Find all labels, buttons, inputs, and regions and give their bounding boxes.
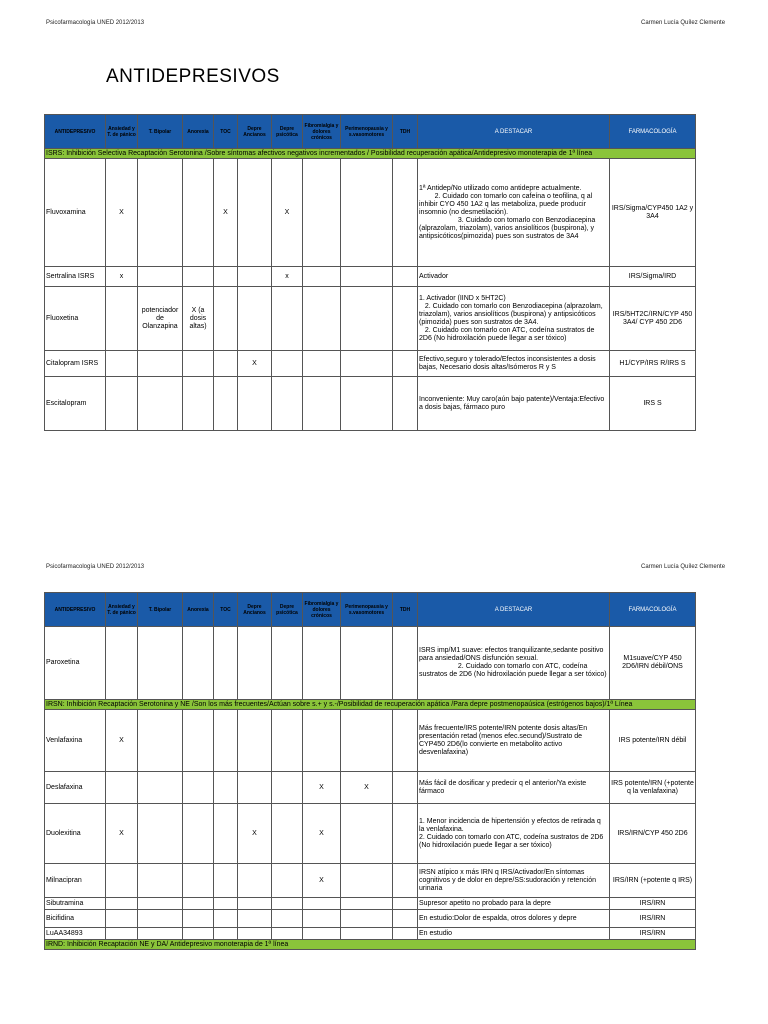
section-label: IRSN: Inhibición Recaptación Serotonina y NE /Son los más frecuentes/Actúan sobre s.+ y s.-/Posibilidad de recuperación apática /Para depre postmenopaúsica (estrógenos bajos)/1ª Línea: [45, 700, 696, 710]
indication-mark: [341, 287, 393, 351]
indication-mark: X: [303, 772, 341, 804]
drug-name: Citalopram ISRS: [45, 351, 106, 377]
indication-mark: [183, 267, 214, 287]
indication-mark: [238, 287, 272, 351]
table-row: [45, 351, 696, 377]
highlight-notes: IRSN atípico x más IRN q IRS/Activador/En síntomas cognitivos y de dolor en depre/SS:sudoración y retención urinaria: [418, 864, 610, 898]
drug-name: Fluvoxamina: [45, 159, 106, 267]
indication-mark: [106, 627, 138, 700]
indication-mark: [106, 772, 138, 804]
pharmacology: IRS/IRN: [610, 928, 696, 940]
indication-mark: [106, 351, 138, 377]
column-header: TOC: [214, 115, 238, 149]
section-row: [45, 700, 696, 710]
indication-mark: [341, 864, 393, 898]
highlight-notes: Más fácil de dosificar y predecir q el anterior/Ya existe fármaco: [418, 772, 610, 804]
indication-mark: [303, 627, 341, 700]
drug-name: Milnacipran: [45, 864, 106, 898]
pharmacology: IRS/IRN (+potente q IRS): [610, 864, 696, 898]
drug-name: Paroxetina: [45, 627, 106, 700]
column-header: Depre psicótica: [272, 115, 303, 149]
pharmacology: IRS/IRN: [610, 910, 696, 928]
indication-mark: [303, 898, 341, 910]
indication-mark: [214, 710, 238, 772]
highlight-notes: 1ª Antidep/No utilizado como antidepre actualmente. 2. Cuidado con tomarlo con cafeína o teofilina, q al inhibir CYO 450 1A2 q las metaboliza, puede producir insomnio (no desmetilación). 3. Cuidado con tomarlo con Benzodiacepina (alprazolam, triazolam), varios ansiolíticos (buspirona), y antipsicóticos(pimozida) pues son sustratos de 3A4: [418, 159, 610, 267]
indication-mark: [238, 928, 272, 940]
indication-mark: potenciador de Olanzapina: [138, 287, 183, 351]
indication-mark: [183, 710, 214, 772]
indication-mark: [272, 864, 303, 898]
highlight-notes: Supresor apetito no probado para la depre: [418, 898, 610, 910]
indication-mark: [341, 159, 393, 267]
table-row: [45, 772, 696, 804]
indication-mark: X: [106, 710, 138, 772]
indication-mark: [138, 159, 183, 267]
indication-mark: [393, 928, 418, 940]
table-row: [45, 377, 696, 431]
indication-mark: [393, 910, 418, 928]
column-header: Anorexia: [183, 593, 214, 627]
indication-mark: [214, 377, 238, 431]
indication-mark: [238, 898, 272, 910]
column-header: ANTIDEPRESIVO: [45, 593, 106, 627]
highlight-notes: Más frecuente/IRS potente/IRN potente dosis altas/En presentación retad (menos efec.secund)/Sustrato de CYP450 2D6(lo convierte en metabolito activo desvenlafaxina): [418, 710, 610, 772]
table-row: [45, 627, 696, 700]
indication-mark: x: [272, 267, 303, 287]
section-row: [45, 940, 696, 950]
indication-mark: [138, 627, 183, 700]
indication-mark: [214, 804, 238, 864]
pharmacology: IRS/Sigma/IRD: [610, 267, 696, 287]
section-label: ISRS: Inhibición Selectiva Recaptación Serotonina /Sobre síntomas afectivos negativos incrementados / Posibilidad recuperación apática/Antidepresivo monoterapia de 1ª línea: [45, 149, 696, 159]
indication-mark: [138, 898, 183, 910]
indication-mark: [303, 910, 341, 928]
indication-mark: [106, 910, 138, 928]
column-header: A DESTACAR: [418, 593, 610, 627]
drug-name: Sibutramina: [45, 898, 106, 910]
column-header: Anorexia: [183, 115, 214, 149]
indication-mark: [341, 351, 393, 377]
indication-mark: [272, 351, 303, 377]
indication-mark: [341, 627, 393, 700]
pharmacology: IRS/IRN: [610, 898, 696, 910]
indication-mark: [138, 864, 183, 898]
indication-mark: [183, 772, 214, 804]
indication-mark: [238, 627, 272, 700]
highlight-notes: 1. Activador (IIND x 5HT2C) 2. Cuidado con tomarlo con Benzodiacepina (alprazolam, triazolam), varios ansiolíticos (buspirona) y antipsicóticos (pimozida) pues son sustratos de 3A4. 2. Cuidado con tomarlo con ATC, codeína sustratos de 2D6 (No hidroxilación puede llegar a ser tóxico): [418, 287, 610, 351]
column-header: Ansiedad y T. de pánico: [106, 115, 138, 149]
indication-mark: [393, 804, 418, 864]
indication-mark: X: [238, 351, 272, 377]
highlight-notes: En estudio: [418, 928, 610, 940]
table-row: [45, 159, 696, 267]
indication-mark: [138, 910, 183, 928]
indication-mark: [183, 351, 214, 377]
indication-mark: X (a dosis altas): [183, 287, 214, 351]
indication-mark: [238, 710, 272, 772]
indication-mark: [393, 864, 418, 898]
indication-mark: [138, 772, 183, 804]
indication-mark: [214, 910, 238, 928]
pharmacology: H1/CYP/IRS R/IRS S: [610, 351, 696, 377]
drug-name: Escitalopram: [45, 377, 106, 431]
drug-name: Duolexitina: [45, 804, 106, 864]
column-header: T. Bipolar: [138, 115, 183, 149]
indication-mark: X: [214, 159, 238, 267]
indication-mark: [238, 377, 272, 431]
indication-mark: [341, 928, 393, 940]
indication-mark: [106, 928, 138, 940]
page2-header-right: Carmen Lucía Quílez Clemente: [641, 564, 726, 570]
indication-mark: [183, 159, 214, 267]
drug-name: Fluoxetina: [45, 287, 106, 351]
column-header: Fibromialgia y dolores crónicos: [303, 593, 341, 627]
highlight-notes: ISRS imp/M1 suave: efectos tranquilizante,sedante positivo para ansiedad/ONS disfunción sexual. 2. Cuidado con tomarlo con ATC, codeína sustratos de 2D6 (No hidroxilación puede llegar a ser tóxico): [418, 627, 610, 700]
indication-mark: [183, 377, 214, 431]
indication-mark: [214, 351, 238, 377]
indication-mark: [138, 710, 183, 772]
drug-name: LuAA34893: [45, 928, 106, 940]
indication-mark: [183, 928, 214, 940]
indication-mark: [238, 772, 272, 804]
indication-mark: [238, 159, 272, 267]
column-header: Depre Ancianos: [238, 593, 272, 627]
table-row: [45, 267, 696, 287]
page-header-right: Carmen Lucía Quílez Clemente: [641, 20, 726, 26]
column-header: A DESTACAR: [418, 115, 610, 149]
pharmacology: IRS/Sigma/CYP450 1A2 y 3A4: [610, 159, 696, 267]
indication-mark: [341, 710, 393, 772]
page-title: ANTIDEPRESIVOS: [106, 66, 280, 87]
table-row: [45, 910, 696, 928]
indication-mark: [393, 377, 418, 431]
highlight-notes: Efectivo,seguro y tolerado/Efectos inconsistentes a dosis bajas, Necesario dosis altas/Isómeros R y S: [418, 351, 610, 377]
indication-mark: [393, 627, 418, 700]
indication-mark: [272, 377, 303, 431]
indication-mark: [393, 351, 418, 377]
indication-mark: [238, 864, 272, 898]
highlight-notes: En estudio:Dolor de espalda, otros dolores y depre: [418, 910, 610, 928]
indication-mark: X: [238, 804, 272, 864]
pharmacology: IRS S: [610, 377, 696, 431]
column-header: Perimenopausia y s.vasomotores: [341, 115, 393, 149]
indication-mark: [272, 710, 303, 772]
indication-mark: [214, 627, 238, 700]
indication-mark: [272, 898, 303, 910]
table-row: [45, 287, 696, 351]
indication-mark: X: [303, 804, 341, 864]
antidepressant-table-isrs: [44, 114, 696, 431]
indication-mark: [341, 804, 393, 864]
column-header: ANTIDEPRESIVO: [45, 115, 106, 149]
column-header: Fibromialgia y dolores crónicos: [303, 115, 341, 149]
pharmacology: IRS/5HT2C/IRN/CYP 450 3A4/ CYP 450 2D6: [610, 287, 696, 351]
table-row: [45, 864, 696, 898]
indication-mark: X: [106, 159, 138, 267]
indication-mark: [138, 804, 183, 864]
indication-mark: [106, 287, 138, 351]
drug-name: Venlafaxina: [45, 710, 106, 772]
column-header: Ansiedad y T. de pánico: [106, 593, 138, 627]
indication-mark: [393, 287, 418, 351]
indication-mark: [214, 772, 238, 804]
column-header: Perimenopausia y s.vasomotores: [341, 593, 393, 627]
indication-mark: [393, 898, 418, 910]
table-row: [45, 928, 696, 940]
indication-mark: [272, 928, 303, 940]
indication-mark: [106, 377, 138, 431]
indication-mark: [183, 627, 214, 700]
indication-mark: [393, 267, 418, 287]
table-row: [45, 804, 696, 864]
column-header: Depre Ancianos: [238, 115, 272, 149]
column-header: TDH: [393, 593, 418, 627]
indication-mark: [341, 267, 393, 287]
section-label: IRND: Inhibición Recaptación NE y DA/ Antidepresivo monoterapia de 1ª línea: [45, 940, 696, 950]
indication-mark: [138, 377, 183, 431]
indication-mark: [138, 928, 183, 940]
pharmacology: IRS potente/IRN débil: [610, 710, 696, 772]
indication-mark: [214, 287, 238, 351]
indication-mark: X: [303, 864, 341, 898]
indication-mark: [138, 267, 183, 287]
table-row: [45, 898, 696, 910]
highlight-notes: 1. Menor incidencia de hipertensión y efectos de retirada q la venlafaxina. 2. Cuidado con tomarlo con ATC, codeína sustratos de 2D6 (No hidroxilación puede llegar a ser tóxico): [418, 804, 610, 864]
indication-mark: [303, 351, 341, 377]
indication-mark: [393, 710, 418, 772]
drug-name: Bicifidina: [45, 910, 106, 928]
indication-mark: [303, 159, 341, 267]
indication-mark: X: [106, 804, 138, 864]
indication-mark: [272, 804, 303, 864]
indication-mark: [138, 351, 183, 377]
column-header: TOC: [214, 593, 238, 627]
indication-mark: [272, 772, 303, 804]
column-header: T. Bipolar: [138, 593, 183, 627]
indication-mark: [393, 159, 418, 267]
indication-mark: [238, 910, 272, 928]
indication-mark: [272, 287, 303, 351]
indication-mark: [341, 910, 393, 928]
section-row: [45, 149, 696, 159]
pharmacology: M1suave/CYP 450 2D6/IRN débil/ONS: [610, 627, 696, 700]
indication-mark: X: [272, 159, 303, 267]
indication-mark: [106, 864, 138, 898]
indication-mark: [303, 928, 341, 940]
table-header-row: [45, 593, 696, 627]
indication-mark: [303, 267, 341, 287]
indication-mark: [183, 898, 214, 910]
page-header-left: Psicofarmacología UNED 2012/2013: [46, 20, 145, 26]
column-header: FARMACOLOGÍA: [610, 115, 696, 149]
indication-mark: [214, 928, 238, 940]
indication-mark: [214, 864, 238, 898]
table-header-row: [45, 115, 696, 149]
indication-mark: X: [341, 772, 393, 804]
indication-mark: [183, 804, 214, 864]
column-header: Depre psicótica: [272, 593, 303, 627]
column-header: TDH: [393, 115, 418, 149]
indication-mark: [341, 898, 393, 910]
pharmacology: IRS potente/IRN (+potente q la venlafaxina): [610, 772, 696, 804]
indication-mark: [214, 898, 238, 910]
drug-name: Deslafaxina: [45, 772, 106, 804]
highlight-notes: Inconveniente: Muy caro(aún bajo patente)/Ventaja:Efectivo a dosis bajas, fármaco puro: [418, 377, 610, 431]
indication-mark: [303, 377, 341, 431]
indication-mark: [272, 910, 303, 928]
indication-mark: [238, 267, 272, 287]
drug-name: Sertralina ISRS: [45, 267, 106, 287]
indication-mark: [393, 772, 418, 804]
indication-mark: [272, 627, 303, 700]
indication-mark: x: [106, 267, 138, 287]
antidepressant-table-irsn: [44, 592, 696, 950]
indication-mark: [214, 267, 238, 287]
indication-mark: [341, 377, 393, 431]
indication-mark: [183, 910, 214, 928]
page2-header-left: Psicofarmacología UNED 2012/2013: [46, 564, 145, 570]
indication-mark: [303, 287, 341, 351]
indication-mark: [303, 710, 341, 772]
indication-mark: [183, 864, 214, 898]
pharmacology: IRS/IRN/CYP 450 2D6: [610, 804, 696, 864]
column-header: FARMACOLOGÍA: [610, 593, 696, 627]
table-row: [45, 710, 696, 772]
indication-mark: [106, 898, 138, 910]
highlight-notes: Activador: [418, 267, 610, 287]
